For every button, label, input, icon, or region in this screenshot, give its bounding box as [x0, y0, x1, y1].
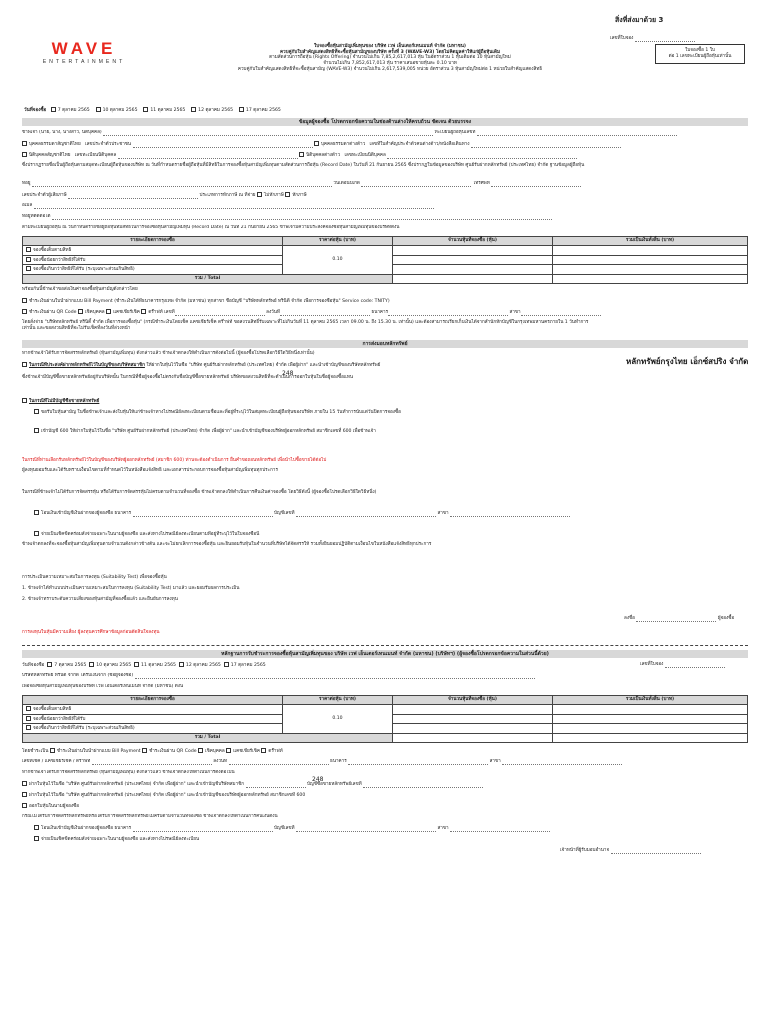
- total-row: รวม / Total: [23, 734, 748, 743]
- delivery-opt2a: ขอรับใบหุ้นสามัญ ในชื่อข้าพเจ้าและส่งใบหุ้นให้แก่ข้าพเจ้าทางไปรษณีย์ลงทะเบียนตามชื่อและที่อยู่ที่ระบุไว้ในสมุดทะเบียนผู้ถือหุ้นของบริษัท ภายใน 15 วันทำการนับแต่วันปิดการจองซื้อ: [34, 409, 748, 416]
- title-line-3: ตามสัดส่วนการถือหุ้น (Rights Offering) จำนวนไม่เกิน 7,85,2,617,013 หุ้น ในอัตราส่วน 1 หุ้นเดิมต่อ 10 หุ้นสามัญใหม่: [269, 55, 511, 61]
- less-rights-checkbox[interactable]: [26, 257, 31, 262]
- receipt-refund1: โอนเงินเข้าบัญชีเงินฝากของผู้จองซื้อ ธนาคาร บัญชีเลขที่ สาขา: [34, 825, 760, 832]
- table-row: จองซื้อน้อยกว่าสิทธิที่ได้รับ: [23, 714, 748, 724]
- fatca-note: ผู้ลงทุนยอมรับและได้รับทราบเงื่อนไขตามที่กำหนดไว้ในหนังสือแจ้งสิทธิ และเอกสารประกอบการจองซื้อหุ้นสามัญเพิ่มทุนทุกประการ: [22, 468, 278, 473]
- person-thai-row: บุคคลธรรมดาสัญชาติไทย เลขประจำตัวประชาชน บุคคลธรรมดาต่างด้าว เลขที่ใบสำคัญประจำตัวคนต่างด้าว/หนังสือเดินทาง: [22, 141, 748, 148]
- suitability-title: การประเมินความเหมาะสมในการลงทุน (Suitability Test) เพื่อจองซื้อหุ้น: [22, 575, 167, 580]
- full-rights-checkbox[interactable]: [26, 247, 31, 252]
- title-line-2: ควบคู่กับใบสำคัญแสดงสิทธิที่จะซื้อหุ้นสามัญของบริษัท ครั้งที่ 3 (WAVE-W3) โดยไม่คิดมูลค่าให้แก่ผู้ถือหุ้นเดิม: [279, 49, 501, 55]
- wave-logo: [24, 38, 144, 66]
- broker-stamp: หลักทรัพย์กรุงไทย เอ็กซ์สปริง จำกัด: [626, 356, 749, 366]
- delivery-opt1-checkbox[interactable]: [22, 362, 27, 367]
- section1-title: ข้อมูลผู้จองซื้อ โปรดกรอกข้อความในช่องด้านล่างให้ครบถ้วน ชัดเจน ด้วยบรรจง: [22, 118, 748, 126]
- certificate-checkbox[interactable]: [34, 409, 39, 414]
- receipt-participant-no: 248: [312, 776, 324, 783]
- bill-payment-checkbox[interactable]: [22, 298, 27, 303]
- receipt-cheque-row: เลขที่เช็ค / แคชเชียร์เช็ค / ดร๊าฟท์ ลงวันที่ ธนาคาร สาขา: [22, 759, 748, 765]
- delivery-opt1-text2: ซึ่งข้าพเจ้ามีบัญชีซื้อขายหลักทรัพย์อยู่กับบริษัทนั้น ในกรณีที่ชื่อผู้จองซื้อไม่ตรงกับชื่อบัญชีซื้อขายหลักทรัพย์ บริษัทขอสงวนสิทธิที่จะดำเนินการออกใบหุ้นในชื่อผู้จองซื้อแทน: [22, 375, 354, 380]
- juristic-foreign-checkbox[interactable]: [299, 152, 304, 157]
- receipt-title: หลักฐานการรับชำระการจองซื้อหุ้นสามัญเพิ่มทุนของ บริษัท เวฟ เอ็นเตอร์เทนเมนท์ จำกัด (มหาชน) (บริษัทฯ) (ผู้จองซื้อโปรดกรอกข้อความในส่วนนี้ด้วย): [22, 650, 748, 658]
- receipt-pay-row: โดยชำระเป็น ชำระเงินผ่านใบนำฝากแบบ Bill Payment ชำระเงินผ่าน QR Code เช็คบุคคล แคชเชียร์เช็ค ดร๊าฟท์: [22, 749, 283, 754]
- subscription-dates: วันที่จองซื้อ 7 ตุลาคม 2565 10 ตุลาคม 2565 11 ตุลาคม 2565 12 ตุลาคม 2565 17 ตุลาคม 2565: [24, 108, 281, 113]
- tax-no-checkbox[interactable]: [257, 192, 262, 197]
- receiver-signature: เจ้าหน้าที่ผู้รับมอบอำนาจ: [560, 848, 701, 854]
- price-cell: 0.10: [283, 246, 393, 275]
- copy-note-box: [655, 44, 745, 64]
- date-checkbox-5[interactable]: [239, 107, 244, 112]
- email-row: อีเมล์: [22, 203, 748, 209]
- receipt-del1: ฝากใบหุ้นไว้ในชื่อ "บริษัท ศูนย์รับฝากหลักทรัพย์ (ประเทศไทย) จำกัด เพื่อผู้ฝาก" และนำเข้าบัญชีบริษัทสมาชิก บัญชีซื้อขายหลักทรัพย์เลขที่: [22, 781, 748, 788]
- shareholder-note: ซึ่งปรากฏรายชื่อเป็นผู้ถือหุ้นตามสมุดทะเบียนผู้ถือหุ้นของบริษัท ณ วันที่กำหนดรายชื่อผู้ถือหุ้นที่มีสิทธิในการจองซื้อหุ้นสามัญเพิ่มทุนตามสัดส่วนการถือหุ้น (Record Date) ในวันที่ 21 กันยายน 2565 ซึ่งปรากฏในข้อมูลของบริษัท ศูนย์รับฝากหลักทรัพย์ (ประเทศไทย) จำกัด ฐานข้อมูลผู้ถือหุ้น: [22, 163, 585, 168]
- table-row: จองซื้อเกินกว่าสิทธิที่ได้รับ (ระบุเฉพาะส่วนเกินสิทธิ): [23, 265, 748, 275]
- copy-note-line1: ใบจองซื้อ 1 ใบ: [685, 48, 715, 53]
- receipt-refund2: จ่ายเป็นเช็คขีดคร่อมสั่งจ่ายเฉพาะในนามผู้จองซื้อ และส่งทางไปรษณีย์ลงทะเบียน: [34, 836, 760, 843]
- logo-wordmark: WAVE: [51, 39, 117, 58]
- cheque-note: โดยสั่งจ่าย "บริษัทหลักทรัพย์ ทรินิตี้ จำกัด เพื่อการจองซื้อหุ้น" (กรณีชำระเงินโดยเช็ค แคชเชียร์เช็ค ดร๊าฟท์ ขอสงวนสิทธิ์รับเฉพาะที่ไม่เกินวันที่ 11 ตุลาคม 2565 เวลา 09.00 น. ถึง 15.30 น. เท่านั้น) และต้องสามารถเรียกเก็บเงินได้จากสำนักหักบัญชีในกรุงเทพมหานครภายใน 1 วันทำการ เท่านั้น และขอสงวนสิทธิที่จะไม่รับเช็คที่ลงวันที่ล่วงหน้า: [22, 320, 589, 331]
- juristic-row: นิติบุคคลสัญชาติไทย เลขทะเบียนนิติบุคคล นิติบุคคลต่างด้าว เลขทะเบียนนิติบุคคล: [22, 152, 748, 159]
- receipt-refund-intro: กรณีไม่ได้รับการจัดสรรหลักทรัพย์หรือได้รับการจัดสรรหลักทรัพย์ไม่ครบตามจำนวนที่จองซื้อ ข้าพเจ้าตกลงให้ดำเนินการคืนเงินดังนี้: [22, 814, 278, 819]
- delivery-opt1-row: ในกรณีที่ประสงค์ฝากหลักทรัพย์ไว้ในบัญชีของบริษัทสมาชิก ให้ฝากใบหุ้นไว้ในชื่อ "บริษัท ศูนย์รับฝากหลักทรัพย์ (ประเทศไทย) จำกัด เพื่อผู้ฝาก" และนำเข้าบัญชีของบริษัทหลักทรัพย์: [22, 362, 748, 369]
- refund-transfer-checkbox[interactable]: [34, 510, 39, 515]
- title-line-4: จำนวนไม่เกิน 7,852,617,013 หุ้น ราคาเสนอขายหุ้นละ 0.10 บาท: [323, 61, 457, 67]
- title-line-5: ควบคู่กับใบสำคัญแสดงสิทธิที่จะซื้อหุ้นสามัญ (WAVE-W3) จำนวนไม่เกิน 2,617,539,005 หน่วย อัตราส่วน 3 หุ้นสามัญใหม่ต่อ 1 หน่วยใบสำคัญแสดงสิทธิ: [237, 66, 543, 72]
- table-row: จองซื้อน้อยกว่าสิทธิที่ได้รับ: [23, 255, 748, 265]
- qr-checkbox[interactable]: [22, 309, 27, 314]
- tax-row: เลขประจำตัวผู้เสียภาษี ประเภทการหักภาษี ณ ที่จ่าย ไม่หักภาษี หักภาษี: [22, 193, 307, 198]
- subscription-table: [22, 236, 748, 284]
- suitability-2: 2. ข้าพเจ้าทราบระดับความเสี่ยงของหุ้นสามัญที่จองซื้อแล้ว และยืนยันการลงทุน: [22, 597, 178, 602]
- draft-checkbox[interactable]: [141, 309, 146, 314]
- over-rights-checkbox[interactable]: [26, 266, 31, 271]
- col-shares: จำนวนหุ้นที่จองซื้อ (หุ้น): [393, 237, 553, 246]
- tax-yes-checkbox[interactable]: [285, 192, 290, 197]
- logo-subtitle: ENTERTAINMENT: [42, 59, 126, 66]
- date-checkbox-2[interactable]: [96, 107, 101, 112]
- person-thai-checkbox[interactable]: [22, 141, 27, 146]
- dates-label: วันที่จองซื้อ: [24, 108, 47, 113]
- receipt-del3: ออกใบหุ้นในนามผู้จองซื้อ: [22, 803, 748, 810]
- attachment-label: สิ่งที่ส่งมาด้วย 3: [615, 16, 664, 24]
- date-checkbox-4[interactable]: [191, 107, 196, 112]
- col-detail: รายละเอียดการจองซื้อ: [23, 237, 283, 246]
- signature-line: ลงชื่อ ผู้จองซื้อ: [624, 616, 735, 621]
- delivery-warning: ในกรณีที่ท่านเลือกรับหลักทรัพย์ไว้ในบัญชีของบริษัทผู้ออกหลักทรัพย์ (สมาชิก 600) ท่านจะต้องดำเนินการ ยื่นคำขอถอนหลักทรัพย์ เพื่อนำไปซื้อขายได้ต่อไป: [22, 458, 327, 463]
- date-checkbox-3[interactable]: [143, 107, 148, 112]
- delivery-title: การส่งมอบหลักทรัพย์: [22, 340, 748, 348]
- receipt-delivery-intro: หากข้าพเจ้าได้รับการจัดสรรหลักทรัพย์ (หุ้นสามัญเพิ่มทุน) ดังกล่าวแล้ว ข้าพเจ้าตกลงให้ดำเนินการดังต่อไปนี้: [22, 770, 235, 775]
- serial-label: เลขที่ใบจอง: [610, 36, 695, 42]
- suitability-1: 1. ข้าพเจ้าได้ทำแบบประเมินความเหมาะสมในการลงทุน (Suitability Test) มาแล้ว และยอมรับผลการประเมิน: [22, 586, 240, 591]
- declaration: ข้าพเจ้าตกลงที่จะจองซื้อหุ้นสามัญเพิ่มทุนตามจำนวนดังกล่าวข้างต้น และจะไม่ยกเลิกการจองซื้อหุ้น และยินยอมรับหุ้นในจำนวนที่บริษัทได้จัดสรรให้ รวมทั้งยินยอมปฏิบัติตามเงื่อนไขในหนังสือแจ้งสิทธิทุกประการ: [22, 542, 432, 547]
- cheque-checkbox[interactable]: [78, 309, 83, 314]
- refund-intro: ในกรณีที่ข้าพเจ้าไม่ได้รับการจัดสรรหุ้น หรือได้รับการจัดสรรหุ้นไม่ครบตามจำนวนที่จองซื้อ ข้าพเจ้าตกลงให้ดำเนินการคืนเงินค่าจองซื้อ โดยวิธีดังนี้ (ผู้จองซื้อโปรดเลือกวิธีใดวิธีหนึ่ง): [22, 490, 377, 495]
- table-row: จองซื้อเต็มตามสิทธิ 0.10: [23, 705, 748, 715]
- person-foreign-checkbox[interactable]: [314, 141, 319, 146]
- receipt-dates: วันที่จองซื้อ 7 ตุลาคม 2565 10 ตุลาคม 2565 11 ตุลาคม 2565 12 ตุลาคม 2565 17 ตุลาคม 2565: [22, 663, 266, 668]
- contact-row: ที่อยู่ที่ติดต่อได้: [22, 214, 748, 220]
- receipt-for: เพื่อจองซื้อหุ้นสามัญเพิ่มทุนของบริษัท เวฟ เอ็นเตอร์เทนเมนท์ จำกัด (มหาชน) ดังนี้: [22, 684, 184, 689]
- address-row: ที่อยู่ วันเดือนปีเกิด โทรศัพท์: [22, 181, 748, 187]
- date-checkbox-1[interactable]: [51, 107, 56, 112]
- title-line-1: ใบจองซื้อหุ้นสามัญเพิ่มทุนของ บริษัท เวฟ เอ็นเตอร์เทนเมนท์ จำกัด (มหาชน): [314, 44, 466, 49]
- col-price: ราคาต่อหุ้น (บาท): [283, 237, 393, 246]
- receipt-del2: ฝากใบหุ้นไว้ในชื่อ "บริษัท ศูนย์รับฝากหลักทรัพย์ (ประเทศไทย) จำกัด เพื่อผู้ฝาก" และนำเข้าบัญชีของบริษัทผู้ออกหลักทรัพย์ สมาชิกเลขที่ 600: [22, 792, 748, 799]
- cut-line: [22, 645, 748, 646]
- delivery-opt2-row: ในกรณีที่ไม่มีบัญชีซื้อขายหลักทรัพย์: [22, 398, 748, 405]
- form-title: [170, 44, 610, 73]
- cashier-checkbox[interactable]: [106, 309, 111, 314]
- juristic-thai-checkbox[interactable]: [22, 152, 27, 157]
- account-600-checkbox[interactable]: [34, 428, 39, 433]
- participant-no: 248: [282, 370, 294, 377]
- delivery-opt2b: เข้าบัญชี 600 ให้ฝากใบหุ้นไว้ในชื่อ "บริษัท ศูนย์รับฝากหลักทรัพย์ (ประเทศไทย) จำกัด เพื่อผู้ฝาก" และนำเข้าบัญชีของบริษัทผู้ออกหลักทรัพย์ สมาชิกเลขที่ 600 เพื่อข้าพเจ้า: [34, 428, 748, 435]
- delivery-opt2-checkbox[interactable]: [22, 398, 27, 403]
- cheque-row: ชำระเงินผ่าน QR Code เช็คบุคคล แคชเชียร์เช็ค ดร๊าฟท์ เลขที่ ลงวันที่ ธนาคาร สาขา: [22, 309, 748, 316]
- name-row: ข้าพเจ้า (นาย, นาง, นางสาว, นิติบุคคล) ทะเบียนผู้ถือหุ้นเลขที่: [22, 130, 748, 136]
- table-row: จองซื้อเกินกว่าสิทธิที่ได้รับ (ระบุเฉพาะส่วนเกินสิทธิ): [23, 724, 748, 734]
- col-total: รวมเป็นเงินทั้งสิ้น (บาท): [553, 237, 748, 246]
- receipt-serial: เลขที่ใบจอง: [640, 662, 725, 668]
- receipt-from: บริษัทหลักทรัพย์ ทรินิตี้ จำกัด ได้รับเงินจาก (ชื่อผู้จองซื้อ): [22, 673, 748, 679]
- table-row: จองซื้อเต็มตามสิทธิ 0.10: [23, 246, 748, 256]
- copy-note-line2: ต่อ 1 เลขทะเบียนผู้ถือหุ้นเท่านั้น: [668, 53, 732, 59]
- existing-shares-note: ตามทะเบียนผู้ถือหุ้น ณ วันกำหนดรายชื่อผู้ถือหุ้นที่มีสิทธิในการจองซื้อหุ้นสามัญเพิ่มทุน (Record Date) ณ วันที่ 21 กันยายน 2565 ข้าพเจ้ามีความประสงค์จองซื้อหุ้นสามัญเพิ่มทุนของบริษัทดังนี้: [22, 225, 400, 230]
- suitability-warning: การลงทุนในหุ้นมีความเสี่ยง ผู้ลงทุนควรศึกษาข้อมูลก่อนตัดสินใจลงทุน: [22, 630, 160, 635]
- total-row: รวม / Total: [23, 275, 748, 284]
- bill-payment-row: ชำระเงินผ่านใบนำฝากแบบ Bill Payment (ชำระเงินได้ที่ธนาคารกรุงเทพ จำกัด (มหาชน) ทุกสาขา ชื่อบัญชี "บริษัทหลักทรัพย์ ทรินิตี้ จำกัด เพื่อการจองซื้อหุ้น" Service code: TNITY): [22, 298, 748, 305]
- refund-opt2-row: จ่ายเป็นเช็คขีดคร่อมสั่งจ่ายเฉพาะในนามผู้จองซื้อ และส่งทางไปรษณีย์ลงทะเบียนตามที่อยู่ที่ระบุไว้ในใบจองซื้อนี้: [34, 531, 760, 538]
- payment-intro: พร้อมกันนี้ข้าพเจ้าขอส่งเงินค่าจองซื้อหุ้นสามัญดังกล่าวโดย: [22, 287, 138, 292]
- refund-opt1-row: โอนเงินเข้าบัญชีเงินฝากของผู้จองซื้อ ธนาคาร บัญชีเลขที่ สาขา: [34, 510, 760, 517]
- delivery-intro: หากข้าพเจ้าได้รับการจัดสรรหลักทรัพย์ (หุ้นสามัญเพิ่มทุน) ดังกล่าวแล้ว ข้าพเจ้าตกลงให้ดำเนินการดังต่อไปนี้ (ผู้จองซื้อโปรดเลือกวิธีใดวิธีหนึ่งเท่านั้น): [22, 351, 315, 356]
- refund-cheque-checkbox[interactable]: [34, 531, 39, 536]
- receipt-table: รายละเอียดการจองซื้อ ราคาต่อหุ้น (บาท) จำนวนหุ้นที่จองซื้อ (หุ้น) รวมเป็นเงินทั้งสิ้น (บาท) จองซื้อเต็มตามสิทธิ 0.10 จองซื้อน้อยกว่าสิทธิที่ได้รับ จองซื้อเกินกว่าสิทธิที่ได้รับ (ระบุเฉพาะส่วนเกินสิทธิ) รวม / Total: [22, 695, 748, 743]
- signature-field[interactable]: [636, 617, 716, 622]
